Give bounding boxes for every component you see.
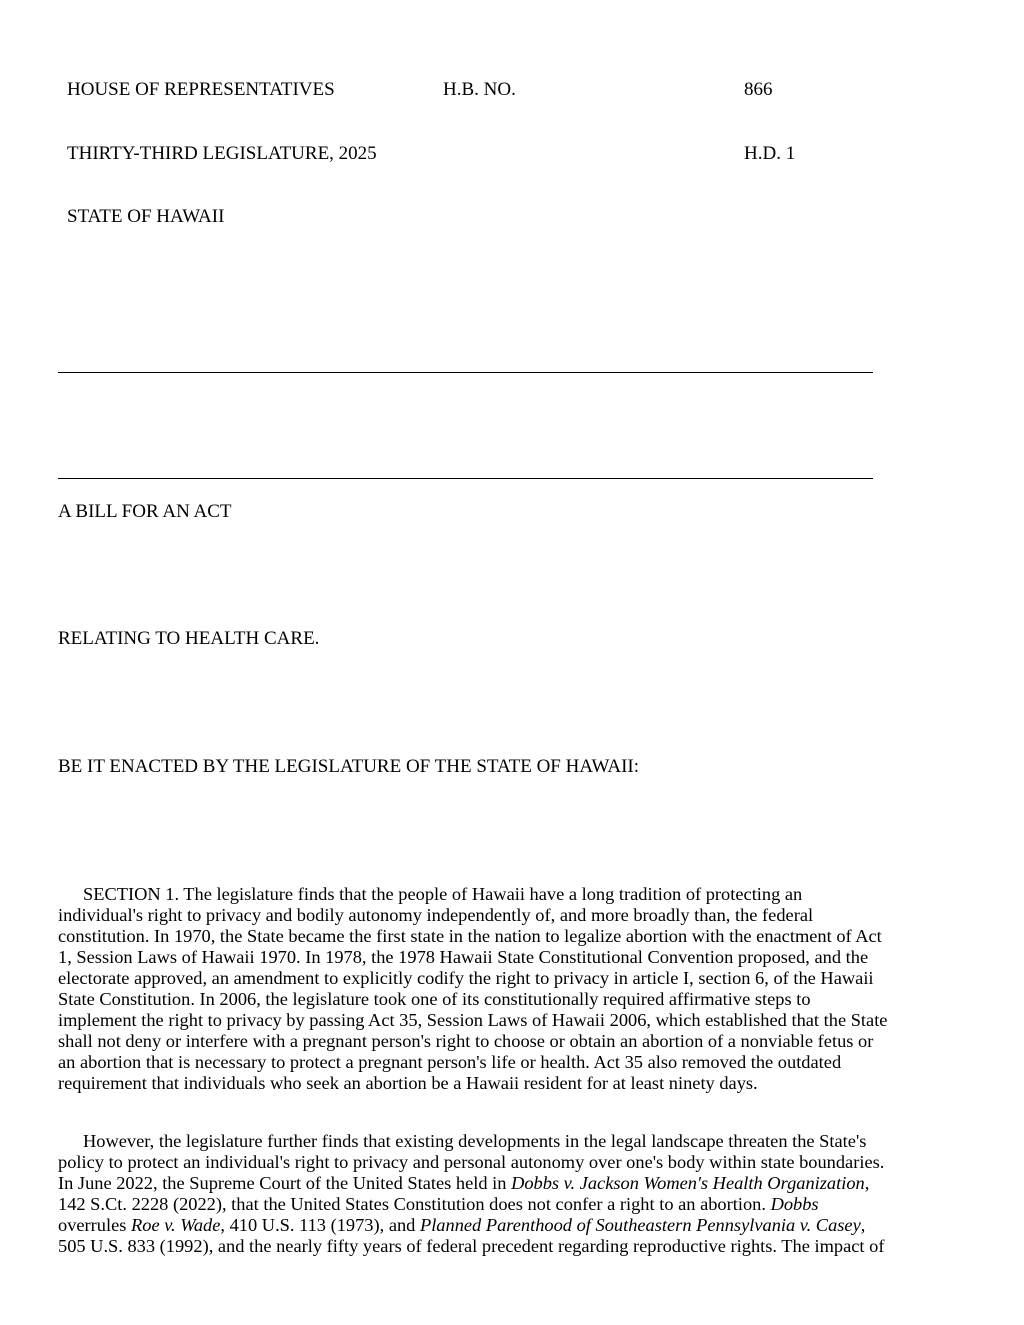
line-text: overrules: [58, 1215, 132, 1235]
title-rule-top: [58, 372, 873, 373]
house-draft-label: H.D. 1: [744, 143, 796, 164]
paragraph-line: requirement that individuals who seek an abortion be a Hawaii resident for at least ninety days.: [58, 1073, 758, 1093]
line-text: In June 2022, the Supreme Court of the United States held in: [58, 1173, 512, 1193]
paragraph-line: However, the legislature further finds that existing developments in the legal landscape threaten the State's: [83, 1131, 867, 1151]
paragraph-line: 1, Session Laws of Hawaii 1970. In 1978, the 1978 Hawaii State Constitutional Convention proposed, and the: [58, 947, 869, 967]
paragraph-line: SECTION 1. The legislature finds that the people of Hawaii have a long tradition of protecting an: [83, 884, 803, 904]
legislature-label: THIRTY-THIRD LEGISLATURE, 2025: [67, 143, 377, 164]
bill-number-label: H.B. NO.: [443, 79, 516, 100]
enacting-clause: BE IT ENACTED BY THE LEGISLATURE OF THE STATE OF HAWAII:: [58, 756, 640, 777]
bill-for-an-act: A BILL FOR AN ACT: [58, 501, 232, 522]
paragraph-line: [58, 1194, 968, 1215]
paragraph-line: shall not deny or interfere with a pregnant person's right to choose or obtain an abortion of a nonviable fetus or: [58, 1031, 874, 1051]
section-1-continued-paragraph: [58, 1131, 968, 1257]
case-citation: Dobbs v. Jackson Women's Health Organization: [511, 1173, 865, 1193]
line-text: , 410 U.S. 113 (1973), and: [220, 1215, 420, 1235]
section-1-paragraph: [58, 884, 968, 1094]
paragraph-line: [58, 1215, 968, 1236]
paragraph-line: individual's right to privacy and bodily autonomy independently of, and more broadly than, the federal: [58, 905, 814, 925]
paragraph-line: 505 U.S. 833 (1992), and the nearly fifty years of federal precedent regarding reproductive rights. The impact of: [58, 1236, 885, 1256]
case-citation: Dobbs: [770, 1194, 819, 1214]
case-citation: Roe v. Wade: [131, 1215, 221, 1235]
state-label: STATE OF HAWAII: [67, 206, 225, 227]
chamber-label: HOUSE OF REPRESENTATIVES: [67, 79, 335, 100]
case-citation: Planned Parenthood of Southeastern Pennsylvania v. Casey: [419, 1215, 861, 1235]
paragraph-line: an abortion that is necessary to protect a pregnant person's life or health. Act 35 also removed the outdated: [58, 1052, 842, 1072]
paragraph-line: implement the right to privacy by passing Act 35, Session Laws of Hawaii 2006, which established that the State: [58, 1010, 888, 1030]
bill-number: 866: [744, 79, 773, 100]
paragraph-line: policy to protect an individual's right to privacy and personal autonomy over one's body within state boundaries.: [58, 1152, 885, 1172]
title-rule-bottom: [58, 478, 873, 479]
line-text: ,: [860, 1215, 866, 1235]
relating-to-title: RELATING TO HEALTH CARE.: [58, 628, 320, 649]
paragraph-line: [58, 1173, 968, 1194]
paragraph-line: electorate approved, an amendment to explicitly codify the right to privacy in article I, section 6, of the Hawaii: [58, 968, 874, 988]
line-text: ,: [864, 1173, 870, 1193]
paragraph-line: State Constitution. In 2006, the legislature took one of its constitutionally required affirmative steps to: [58, 989, 811, 1009]
paragraph-line: constitution. In 1970, the State became the first state in the nation to legalize abortion with the enactment of Act: [58, 926, 882, 946]
line-text: 142 S.Ct. 2228 (2022), that the United States Constitution does not confer a right to an abortion.: [58, 1194, 771, 1214]
